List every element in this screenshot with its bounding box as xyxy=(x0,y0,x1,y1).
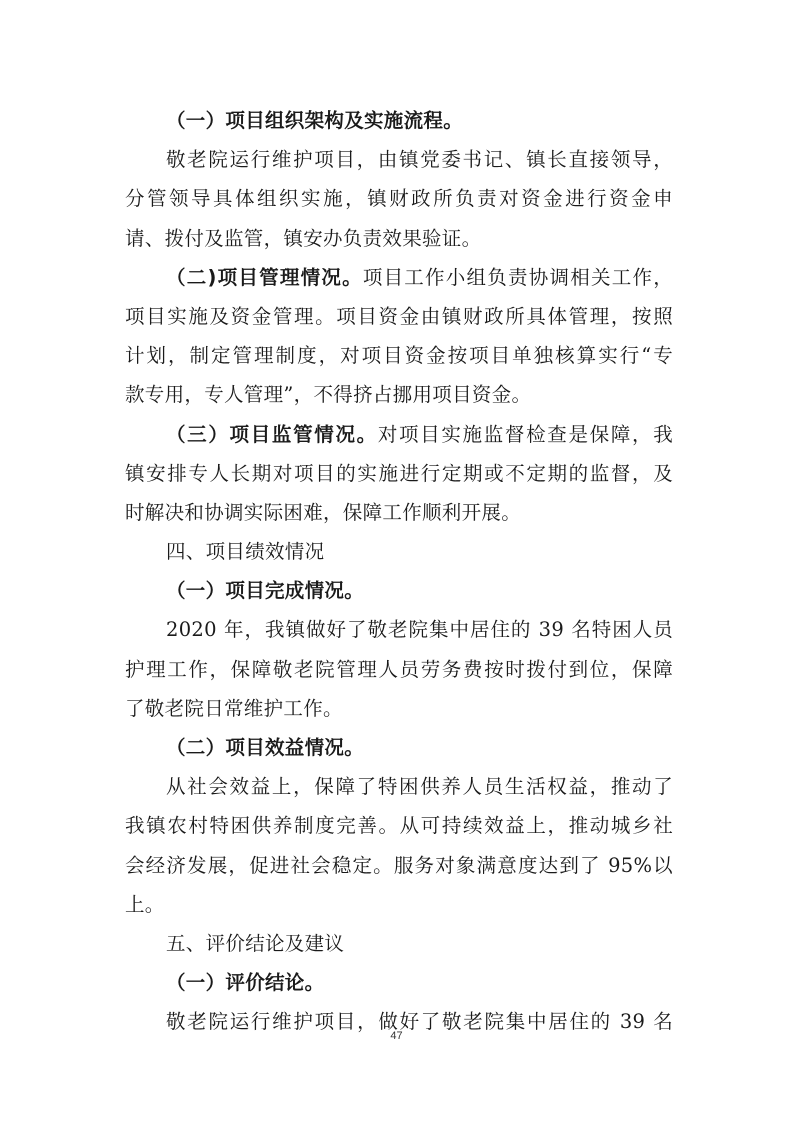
paragraph-line: 上。 xyxy=(125,892,165,916)
paragraph-line: 敬老院运行维护项目，做好了敬老院集中居住的 39 名 xyxy=(166,1010,673,1034)
paragraph-text: 项目工作小组负责协调相关工作， xyxy=(362,265,673,289)
paragraph-line-with-heading xyxy=(125,415,673,454)
heading-completion: （一）项目完成情况。 xyxy=(166,579,365,603)
heading-org-structure: （一）项目组织架构及实施流程。 xyxy=(166,109,464,132)
heading-evaluation: （一）评价结论。 xyxy=(166,971,325,995)
paragraph-line: 分管领导具体组织实施，镇财政所负责对资金进行资金申 xyxy=(125,187,673,211)
paragraph-line: 项目实施及资金管理。项目资金由镇财政所具体管理，按照 xyxy=(125,304,673,328)
paragraph-line: 会经济发展，促进社会稳定。服务对象满意度达到了 95%以 xyxy=(125,853,673,877)
paragraph-line: 从社会效益上，保障了特困供养人员生活权益，推动了 xyxy=(166,775,673,799)
page-number: 47 xyxy=(390,1030,403,1042)
section-title-performance: 四、项目绩效情况 xyxy=(166,540,325,564)
section-title-conclusion: 五、评价结论及建议 xyxy=(166,931,345,955)
paragraph-line: 了敬老院日常维护工作。 xyxy=(125,696,343,720)
heading-management: （二)项目管理情况。 xyxy=(166,265,363,289)
paragraph-line: 护理工作，保障敬老院管理人员劳务费按时拨付到位，保障 xyxy=(125,657,673,681)
paragraph-line: 时解决和协调实际困难，保障工作顺利开展。 xyxy=(125,500,522,524)
heading-supervision: （三）项目监管情况。 xyxy=(166,422,378,446)
paragraph-line: 2020 年，我镇做好了敬老院集中居住的 39 名特困人员 xyxy=(166,618,673,642)
paragraph-line: 请、拨付及监管，镇安办负责效果验证。 xyxy=(125,226,482,250)
paragraph-text: 对项目实施监督检查是保障，我 xyxy=(377,422,673,446)
heading-benefits: （二）项目效益情况。 xyxy=(166,736,365,759)
paragraph-line: 计划，制定管理制度，对项目资金按项目单独核算实行“专 xyxy=(125,344,673,368)
page-content xyxy=(125,101,673,1042)
paragraph-line: 我镇农村特困供养制度完善。从可持续效益上，推动城乡社 xyxy=(125,814,673,838)
paragraph-line-with-heading xyxy=(125,258,673,297)
paragraph-line: 款专用，专人管理”，不得挤占挪用项目资金。 xyxy=(125,383,532,407)
paragraph-line: 敬老院运行维护项目，由镇党委书记、镇长直接领导， xyxy=(166,148,673,172)
paragraph-line: 镇安排专人长期对项目的实施进行定期或不定期的监督，及 xyxy=(125,461,673,485)
